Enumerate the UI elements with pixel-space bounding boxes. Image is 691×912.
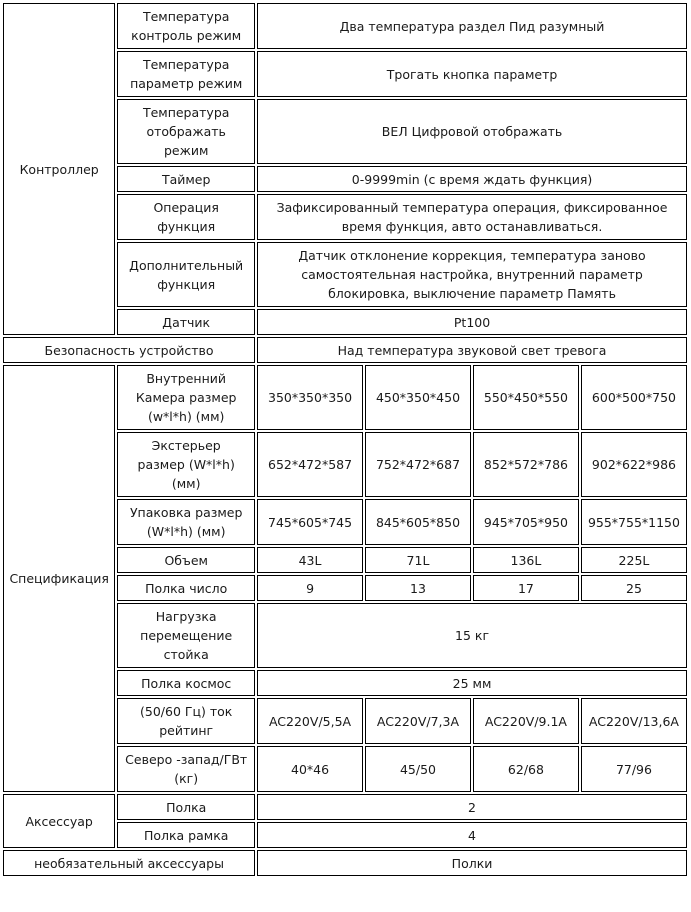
value-temp-control-mode: Два температура раздел Пид разумный	[257, 3, 687, 49]
value-volume-4: 225L	[581, 547, 687, 573]
value-nw-gw-1: 40*46	[257, 746, 363, 792]
value-shelf-count-2: 13	[365, 575, 471, 601]
label-shelf-frame: Полка рамка	[117, 822, 255, 848]
value-package-size-3: 945*705*950	[473, 499, 579, 545]
value-nw-gw-3: 62/68	[473, 746, 579, 792]
value-shelf-space: 25 мм	[257, 670, 687, 696]
value-current-rating-3: AC220V/9.1A	[473, 698, 579, 744]
value-timer: 0-9999min (с время ждать функция)	[257, 166, 687, 192]
value-inner-chamber-2: 450*350*450	[365, 365, 471, 430]
group-specification: Спецификация	[3, 365, 115, 792]
label-temp-control-mode: Температура контроль режим	[117, 3, 255, 49]
label-nw-gw: Северо -запад/ГВт (кг)	[117, 746, 255, 792]
value-current-rating-1: AC220V/5,5A	[257, 698, 363, 744]
value-temp-display-mode: ВЕЛ Цифровой отображать	[257, 99, 687, 164]
label-exterior-size: Экстерьер размер (W*l*h) (мм)	[117, 432, 255, 497]
label-optional-accessories: необязательный аксессуары	[3, 850, 255, 876]
value-current-rating-2: AC220V/7,3A	[365, 698, 471, 744]
value-exterior-size-4: 902*622*986	[581, 432, 687, 497]
value-shelf: 2	[257, 794, 687, 820]
value-exterior-size-1: 652*472*587	[257, 432, 363, 497]
table-row	[3, 850, 687, 876]
value-inner-chamber-3: 550*450*550	[473, 365, 579, 430]
value-nw-gw-4: 77/96	[581, 746, 687, 792]
label-shelf-space: Полка космос	[117, 670, 255, 696]
value-load-rack: 15 кг	[257, 603, 687, 668]
table-row	[3, 3, 687, 49]
label-safety-device: Безопасность устройство	[3, 337, 255, 363]
value-inner-chamber-1: 350*350*350	[257, 365, 363, 430]
label-volume: Объем	[117, 547, 255, 573]
label-sensor: Датчик	[117, 309, 255, 335]
value-package-size-2: 845*605*850	[365, 499, 471, 545]
table-row	[3, 365, 687, 430]
label-load-rack: Нагрузка перемещение стойка	[117, 603, 255, 668]
label-temp-display-mode: Температура отображать режим	[117, 99, 255, 164]
table-row	[3, 794, 687, 820]
spec-table	[1, 1, 689, 878]
value-sensor: Pt100	[257, 309, 687, 335]
table-row	[3, 337, 687, 363]
label-package-size: Упаковка размер (W*l*h) (мм)	[117, 499, 255, 545]
value-shelf-count-3: 17	[473, 575, 579, 601]
value-safety-device: Над температура звуковой свет тревога	[257, 337, 687, 363]
value-volume-3: 136L	[473, 547, 579, 573]
value-volume-1: 43L	[257, 547, 363, 573]
group-accessory: Аксессуар	[3, 794, 115, 848]
value-exterior-size-2: 752*472*687	[365, 432, 471, 497]
label-inner-chamber: Внутренний Камера размер (w*l*h) (мм)	[117, 365, 255, 430]
value-operation-function: Зафиксированный температура операция, фиксированное время функция, авто останавливаться.	[257, 194, 687, 240]
label-shelf-count: Полка число	[117, 575, 255, 601]
value-current-rating-4: AC220V/13,6A	[581, 698, 687, 744]
label-operation-function: Операция функция	[117, 194, 255, 240]
label-shelf: Полка	[117, 794, 255, 820]
value-temp-param-mode: Трогать кнопка параметр	[257, 51, 687, 97]
value-shelf-count-4: 25	[581, 575, 687, 601]
label-timer: Таймер	[117, 166, 255, 192]
value-package-size-1: 745*605*745	[257, 499, 363, 545]
value-optional-accessories: Полки	[257, 850, 687, 876]
value-exterior-size-3: 852*572*786	[473, 432, 579, 497]
value-volume-2: 71L	[365, 547, 471, 573]
value-shelf-frame: 4	[257, 822, 687, 848]
value-nw-gw-2: 45/50	[365, 746, 471, 792]
label-additional-function: Дополнительный функция	[117, 242, 255, 307]
value-additional-function: Датчик отклонение коррекция, температура заново самостоятельная настройка, внутренний параметр блокировка, выключение параметр Память	[257, 242, 687, 307]
label-current-rating: (50/60 Гц) ток рейтинг	[117, 698, 255, 744]
value-inner-chamber-4: 600*500*750	[581, 365, 687, 430]
value-shelf-count-1: 9	[257, 575, 363, 601]
label-temp-param-mode: Температура параметр режим	[117, 51, 255, 97]
group-controller: Контроллер	[3, 3, 115, 335]
value-package-size-4: 955*755*1150	[581, 499, 687, 545]
